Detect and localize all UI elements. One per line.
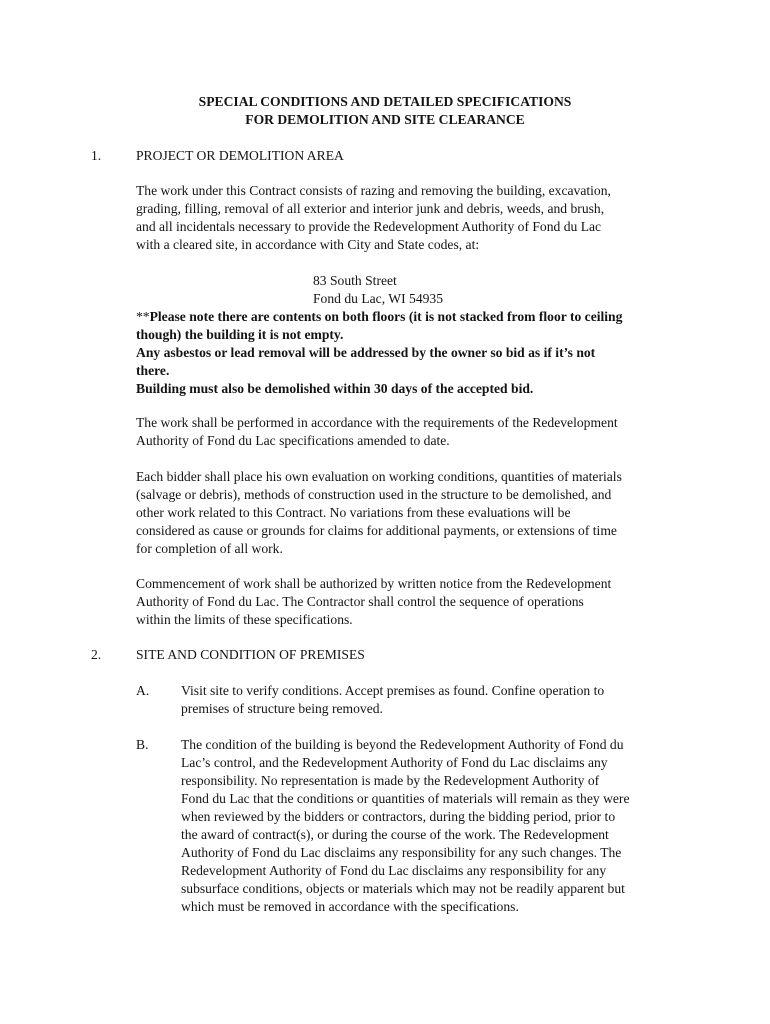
- section-1-number: 1.: [91, 148, 102, 163]
- section-1-paragraph-3: Each bidder shall place his own evaluation on working conditions, quantities of materials (salvage or debris), methods of construction used in the structure to be demolished, and other work related to this Contract. No variations from these evaluations will be considered as cause or grounds for claims for additional payments, or extensions of time for completion of all work.: [136, 469, 622, 556]
- section-2-heading: SITE AND CONDITION OF PREMISES: [136, 647, 365, 662]
- section-1-paragraph-4: Commencement of work shall be authorized by written notice from the Redevelopment Authority of Fond du Lac. The Contractor shall control the sequence of operations within the limits of these specifications.: [136, 576, 612, 627]
- bid-note: [136, 308, 688, 398]
- item-a-letter: A.: [136, 683, 150, 698]
- site-address: 83 South Street Fond du Lac, WI 54935: [313, 273, 444, 306]
- item-a-text: Visit site to verify conditions. Accept premises as found. Confine operation to premises of structure being removed.: [181, 683, 605, 716]
- document-title-line-2: FOR DEMOLITION AND SITE CLEARANCE: [245, 112, 525, 127]
- note-text: Please note there are contents on both floors (it is not stacked from floor to ceiling though) the building it is not empty. Any asbestos or lead removal will be addressed by the owner so bid as if it’s not there. Building must also be demolished within 30 days of the accepted bid.: [136, 309, 623, 396]
- section-1-paragraph-2: The work shall be performed in accordance with the requirements of the Redevelopment Authority of Fond du Lac specifications amended to date.: [136, 415, 618, 448]
- document-title-line-1: SPECIAL CONDITIONS AND DETAILED SPECIFICATIONS: [198, 94, 572, 109]
- item-b-text: The condition of the building is beyond the Redevelopment Authority of Fond du Lac’s control, and the Redevelopment Authority of Fond du Lac disclaims any responsibility. No representation is made by the Redevelopment Authority of Fond du Lac that the conditions or quantities of materials will remain as they were when reviewed by the bidders or contractors, during the bidding period, prior to the award of contract(s), or during the course of the work. The Redevelopment Authority of Fond du Lac disclaims any responsibility for any such changes. The Redevelopment Authority of Fond du Lac disclaims any responsibility for any subsurface conditions, objects or materials which may not be readily apparent but which must be removed in accordance with the specifications.: [181, 737, 630, 914]
- note-prefix: **: [136, 309, 150, 324]
- item-b-letter: B.: [136, 737, 149, 752]
- section-2-number: 2.: [91, 647, 102, 662]
- section-1-paragraph-1: The work under this Contract consists of razing and removing the building, excavation, grading, filling, removal of all exterior and interior junk and debris, weeds, and brush, and all incidentals necessary to provide the Redevelopment Authority of Fond du Lac with a cleared site, in accordance with City and State codes, at:: [136, 183, 611, 252]
- section-1-heading: PROJECT OR DEMOLITION AREA: [136, 148, 344, 163]
